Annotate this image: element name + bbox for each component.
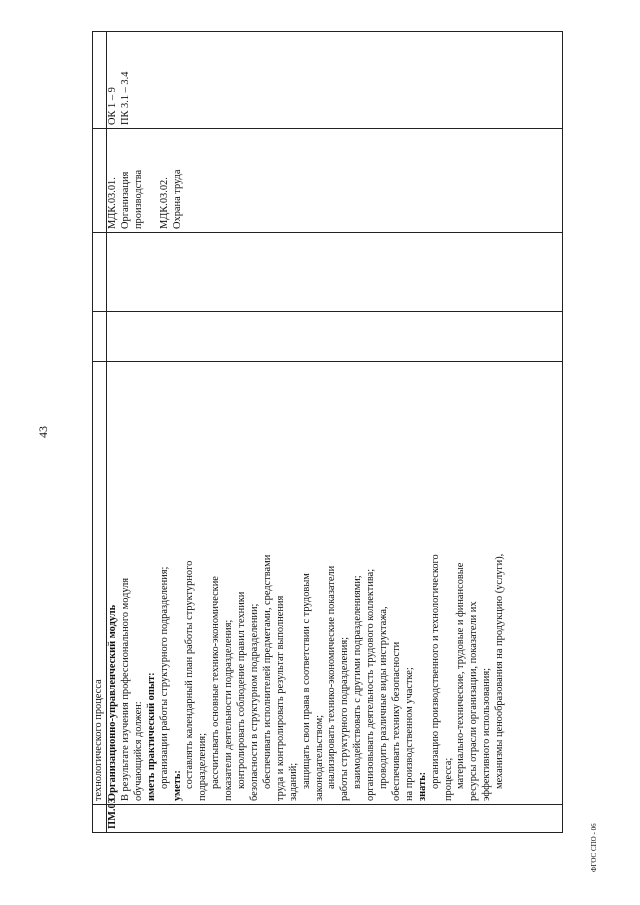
competencies-cell [107, 32, 563, 129]
table-row-previous [93, 32, 107, 833]
empty-cell [107, 233, 563, 312]
module-title: Организационно-управленческий модуль [107, 604, 118, 801]
practice-item: организации работы структурного подразделения; [158, 566, 170, 789]
empty-cell [107, 312, 563, 362]
skill-line: составлять календарный план работы структурного [184, 560, 196, 789]
knowledge-line: процесса; [442, 757, 454, 801]
knowledge-heading: знать: [416, 771, 428, 801]
skill-line: защищать свои права в соответствии с трудовым [300, 573, 312, 789]
skill-line: обеспечивать технику безопасности [390, 641, 402, 801]
skill-line: обеспечивать исполнителей предметами, средствами [261, 554, 273, 789]
knowledge-line: ресурсы отрасли организации, показатели их [468, 601, 480, 801]
page-number: 43 [36, 426, 50, 438]
practice-heading: иметь практический опыт: [145, 672, 157, 801]
intro-line: обучающийся должен: [132, 701, 144, 801]
table-row-pm03 [107, 32, 563, 833]
skill-line: законодательством; [313, 714, 325, 801]
knowledge-line: эффективного использования; [481, 667, 493, 801]
footer-code: ФГОС СПО - 06 [590, 823, 598, 872]
competency-line: ОК 1 – 9 [107, 87, 118, 125]
skill-line: контролировать соблюдение правил техники [236, 591, 248, 789]
knowledge-line: организацию производственного и технологического [429, 554, 441, 789]
skill-line: заданий; [287, 762, 299, 801]
skill-line: проводить различные виды инструктажа, [378, 606, 390, 789]
skill-line: подразделения; [197, 733, 209, 801]
rotated-table-wrapper [92, 32, 563, 833]
knowledge-line: механизмы ценообразования на продукцию (услуги), [494, 553, 506, 789]
previous-row-text: технологического процесса [93, 362, 107, 805]
course-line: МДК.03.01. [107, 177, 118, 229]
competency-line: ПК 3.1 – 3.4 [119, 71, 131, 125]
course-line: Охрана труда [171, 169, 183, 229]
course-line: Организация [119, 171, 131, 229]
skill-line: организовывать деятельность трудового коллектива; [365, 568, 377, 801]
curriculum-table [92, 31, 563, 833]
module-description [107, 362, 563, 805]
skill-line: труда и контролировать результат выполнения [274, 595, 286, 801]
skill-line: безопасности в структурном подразделении; [248, 603, 260, 801]
course-line: производства [132, 169, 144, 229]
courses-cell [107, 129, 563, 233]
knowledge-line: материально-технические, трудовые и финансовые [455, 562, 467, 789]
skill-line: работы структурного подразделения; [339, 636, 351, 801]
skill-line: на производственном участке; [403, 667, 415, 801]
intro-line: В результате изучения профессионального модуля [119, 577, 131, 801]
course-spacer [146, 132, 159, 229]
skills-heading: уметь: [171, 770, 183, 801]
skill-line: анализировать технико-экономические показатели [326, 565, 338, 789]
skill-line: рассчитывать основные технико-экономические [210, 576, 222, 789]
skill-line: показатели деятельности подразделения; [223, 619, 235, 801]
course-line: МДК.03.02. [158, 177, 170, 229]
module-code: ПМ.03 [107, 805, 563, 833]
skill-line: взаимодействовать с другими подразделениями; [352, 575, 364, 789]
